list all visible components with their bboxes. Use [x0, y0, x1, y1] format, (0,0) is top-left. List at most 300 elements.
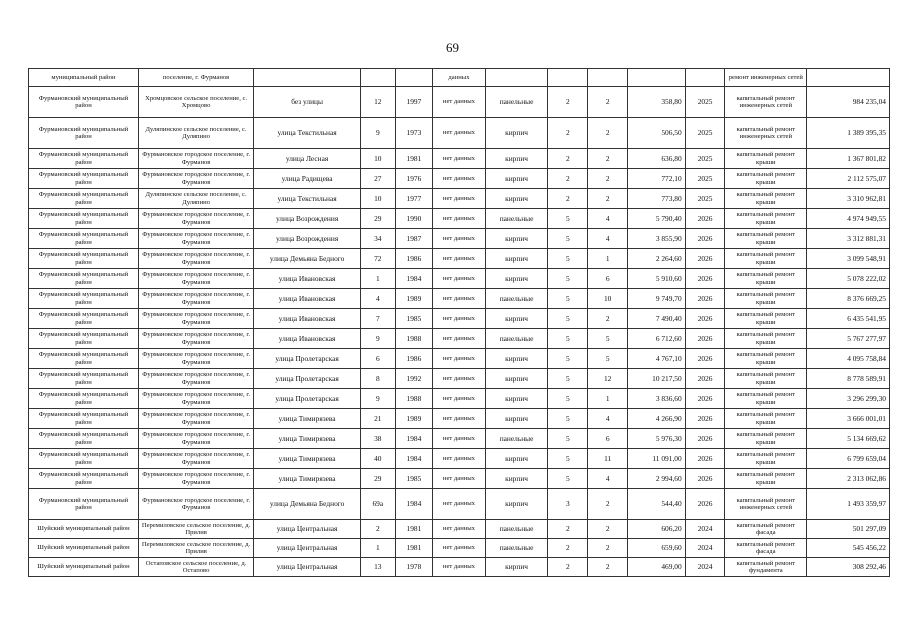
cost-cell: 3 099 548,91 [807, 249, 890, 269]
floors-cell: 5 [548, 449, 588, 469]
wall-material-cell: кирпич [485, 149, 548, 169]
wall-material-cell: кирпич [485, 389, 548, 409]
settlement-cell: Фурмановское городское поселение, г. Фурманов [138, 169, 253, 189]
condition-cell: нет данных [433, 409, 485, 429]
plan-year-cell: 2025 [685, 169, 725, 189]
cost-cell: 5 078 222,02 [807, 269, 890, 289]
street-cell: улица Ивановская [254, 289, 361, 309]
area-cell: 5 976,30 [628, 429, 686, 449]
year-cell: 1984 [395, 449, 433, 469]
condition-cell: нет данных [433, 209, 485, 229]
condition-cell: нет данных [433, 469, 485, 489]
cost-cell: 5 134 669,62 [807, 429, 890, 449]
street-cell: улица Пролетарская [254, 389, 361, 409]
settlement-cell: Хромцовское сельское поселение, с. Хромцово [138, 87, 253, 118]
condition-cell: нет данных [433, 249, 485, 269]
entrances-cell: 1 [588, 389, 628, 409]
street-cell: улица Пролетарская [254, 369, 361, 389]
area-cell: 544,40 [628, 489, 686, 520]
year-cell: 1986 [395, 249, 433, 269]
floors-cell: 5 [548, 429, 588, 449]
floors-cell: 5 [548, 309, 588, 329]
floors-cell: 5 [548, 209, 588, 229]
work-type-cell: капитальный ремонт инженерных сетей [725, 87, 807, 118]
table-row [29, 169, 890, 189]
wall-material-cell: кирпич [485, 558, 548, 577]
wall-material-cell: кирпич [485, 409, 548, 429]
district-cell: Фурмановский муниципальный район [29, 349, 139, 369]
cost-cell: 545 456,22 [807, 539, 890, 558]
year-cell: 1987 [395, 229, 433, 249]
floors-cell: 2 [548, 558, 588, 577]
house-number-cell [361, 69, 396, 87]
plan-year-cell: 2026 [685, 489, 725, 520]
street-cell [254, 69, 361, 87]
plan-year-cell: 2026 [685, 349, 725, 369]
area-cell: 4 767,10 [628, 349, 686, 369]
settlement-cell: Фурмановское городское поселение, г. Фурманов [138, 289, 253, 309]
plan-year-cell: 2024 [685, 539, 725, 558]
year-cell: 1990 [395, 209, 433, 229]
house-number-cell: 69а [361, 489, 396, 520]
floors-cell: 2 [548, 149, 588, 169]
area-cell: 5 790,40 [628, 209, 686, 229]
settlement-cell: Фурмановское городское поселение, г. Фурманов [138, 269, 253, 289]
table-row [29, 469, 890, 489]
work-type-cell: капитальный ремонт крыши [725, 409, 807, 429]
settlement-cell: Фурмановское городское поселение, г. Фурманов [138, 249, 253, 269]
work-type-cell: капитальный ремонт крыши [725, 309, 807, 329]
condition-cell: нет данных [433, 189, 485, 209]
settlement-cell: Фурмановское городское поселение, г. Фурманов [138, 469, 253, 489]
entrances-cell: 2 [588, 169, 628, 189]
district-cell: Фурмановский муниципальный район [29, 409, 139, 429]
work-type-cell: капитальный ремонт крыши [725, 389, 807, 409]
settlement-cell: Фурмановское городское поселение, г. Фурманов [138, 229, 253, 249]
district-cell: Фурмановский муниципальный район [29, 289, 139, 309]
entrances-cell: 2 [588, 149, 628, 169]
work-type-cell: капитальный ремонт крыши [725, 269, 807, 289]
area-cell: 5 910,60 [628, 269, 686, 289]
year-cell: 1981 [395, 539, 433, 558]
street-cell: улица Возрождения [254, 209, 361, 229]
area-cell: 636,80 [628, 149, 686, 169]
settlement-cell: Перемиловское сельское поселение, д. Прилив [138, 539, 253, 558]
table-row [29, 369, 890, 389]
floors-cell: 5 [548, 249, 588, 269]
cost-cell: 3 312 881,31 [807, 229, 890, 249]
work-type-cell: капитальный ремонт крыши [725, 209, 807, 229]
work-type-cell: капитальный ремонт крыши [725, 329, 807, 349]
street-cell: улица Тимирязева [254, 449, 361, 469]
area-cell: 4 266,90 [628, 409, 686, 429]
year-cell: 1989 [395, 289, 433, 309]
plan-year-cell: 2026 [685, 229, 725, 249]
floors-cell: 5 [548, 349, 588, 369]
house-number-cell: 21 [361, 409, 396, 429]
year-cell: 1984 [395, 269, 433, 289]
floors-cell [548, 69, 588, 87]
area-cell: 506,50 [628, 118, 686, 149]
house-number-cell: 7 [361, 309, 396, 329]
area-cell: 469,00 [628, 558, 686, 577]
district-cell: Фурмановский муниципальный район [29, 429, 139, 449]
table-row [29, 309, 890, 329]
table-row [29, 87, 890, 118]
floors-cell: 2 [548, 118, 588, 149]
work-type-cell: капитальный ремонт фасада [725, 539, 807, 558]
work-type-cell: капитальный ремонт крыши [725, 149, 807, 169]
area-cell: 2 994,60 [628, 469, 686, 489]
plan-year-cell: 2026 [685, 289, 725, 309]
table-row [29, 149, 890, 169]
floors-cell: 2 [548, 169, 588, 189]
street-cell: улица Тимирязева [254, 429, 361, 449]
wall-material-cell: панельные [485, 329, 548, 349]
entrances-cell: 6 [588, 429, 628, 449]
table-row [29, 209, 890, 229]
plan-year-cell: 2025 [685, 149, 725, 169]
street-cell: улица Центральная [254, 520, 361, 539]
floors-cell: 2 [548, 539, 588, 558]
street-cell: улица Ивановская [254, 269, 361, 289]
cost-cell: 8 778 589,91 [807, 369, 890, 389]
district-cell: Фурмановский муниципальный район [29, 329, 139, 349]
cost-cell: 308 292,46 [807, 558, 890, 577]
year-cell: 1985 [395, 309, 433, 329]
floors-cell: 5 [548, 329, 588, 349]
settlement-cell: Дуляпинское сельское поселение, с. Дуляпино [138, 189, 253, 209]
year-cell: 1976 [395, 169, 433, 189]
street-cell: без улицы [254, 87, 361, 118]
table-row [29, 69, 890, 87]
work-type-cell: капитальный ремонт крыши [725, 349, 807, 369]
area-cell: 11 091,00 [628, 449, 686, 469]
settlement-cell: Фурмановское городское поселение, г. Фурманов [138, 409, 253, 429]
entrances-cell: 2 [588, 539, 628, 558]
district-cell: Шуйский муниципальный район [29, 558, 139, 577]
work-type-cell: капитальный ремонт крыши [725, 289, 807, 309]
entrances-cell: 4 [588, 229, 628, 249]
district-cell: Фурмановский муниципальный район [29, 169, 139, 189]
year-cell: 1986 [395, 349, 433, 369]
house-number-cell: 29 [361, 469, 396, 489]
condition-cell: нет данных [433, 329, 485, 349]
area-cell: 772,10 [628, 169, 686, 189]
area-cell: 358,80 [628, 87, 686, 118]
house-number-cell: 10 [361, 149, 396, 169]
wall-material-cell: кирпич [485, 249, 548, 269]
plan-year-cell: 2026 [685, 409, 725, 429]
cost-cell: 5 767 277,97 [807, 329, 890, 349]
work-type-cell: капитальный ремонт инженерных сетей [725, 489, 807, 520]
floors-cell: 5 [548, 409, 588, 429]
area-cell: 3 836,60 [628, 389, 686, 409]
year-cell [395, 69, 433, 87]
district-cell: Фурмановский муниципальный район [29, 87, 139, 118]
area-cell: 659,60 [628, 539, 686, 558]
table-row [29, 289, 890, 309]
floors-cell: 5 [548, 369, 588, 389]
area-cell [628, 69, 686, 87]
house-number-cell: 2 [361, 520, 396, 539]
district-cell: Фурмановский муниципальный район [29, 369, 139, 389]
plan-year-cell: 2026 [685, 209, 725, 229]
wall-material-cell: кирпич [485, 349, 548, 369]
house-number-cell: 9 [361, 118, 396, 149]
entrances-cell: 10 [588, 289, 628, 309]
plan-year-cell: 2025 [685, 87, 725, 118]
cost-cell: 1 493 359,97 [807, 489, 890, 520]
settlement-cell: Фурмановское городское поселение, г. Фурманов [138, 449, 253, 469]
condition-cell: нет данных [433, 149, 485, 169]
settlement-cell: Перемиловское сельское поселение, д. Прилив [138, 520, 253, 539]
floors-cell: 5 [548, 389, 588, 409]
house-number-cell: 9 [361, 389, 396, 409]
area-cell: 773,80 [628, 189, 686, 209]
cost-cell: 501 297,09 [807, 520, 890, 539]
year-cell: 1981 [395, 520, 433, 539]
plan-year-cell [685, 69, 725, 87]
plan-year-cell: 2026 [685, 369, 725, 389]
wall-material-cell: кирпич [485, 269, 548, 289]
wall-material-cell: панельные [485, 520, 548, 539]
floors-cell: 5 [548, 229, 588, 249]
year-cell: 1984 [395, 429, 433, 449]
table-row [29, 118, 890, 149]
street-cell: улица Демьяна Бедного [254, 249, 361, 269]
work-type-cell: капитальный ремонт инженерных сетей [725, 118, 807, 149]
house-number-cell: 9 [361, 329, 396, 349]
condition-cell: данных [433, 69, 485, 87]
settlement-cell: Фурмановское городское поселение, г. Фурманов [138, 149, 253, 169]
district-cell: Фурмановский муниципальный район [29, 469, 139, 489]
cost-cell: 1 389 395,35 [807, 118, 890, 149]
table-row [29, 229, 890, 249]
plan-year-cell: 2026 [685, 469, 725, 489]
year-cell: 1981 [395, 149, 433, 169]
settlement-cell: поселение, г. Фурманов [138, 69, 253, 87]
house-number-cell: 29 [361, 209, 396, 229]
cost-cell: 1 367 801,82 [807, 149, 890, 169]
street-cell: улица Текстильная [254, 189, 361, 209]
house-number-cell: 40 [361, 449, 396, 469]
work-type-cell: капитальный ремонт фундамента [725, 558, 807, 577]
entrances-cell [588, 69, 628, 87]
cost-cell: 2 112 575,07 [807, 169, 890, 189]
table-row [29, 558, 890, 577]
street-cell: улица Радищева [254, 169, 361, 189]
work-type-cell: капитальный ремонт крыши [725, 189, 807, 209]
cost-cell: 4 974 949,55 [807, 209, 890, 229]
table-row [29, 449, 890, 469]
district-cell: Шуйский муниципальный район [29, 539, 139, 558]
house-number-cell: 27 [361, 169, 396, 189]
house-number-cell: 34 [361, 229, 396, 249]
condition-cell: нет данных [433, 118, 485, 149]
house-number-cell: 38 [361, 429, 396, 449]
work-type-cell: капитальный ремонт фасада [725, 520, 807, 539]
wall-material-cell: кирпич [485, 229, 548, 249]
entrances-cell: 12 [588, 369, 628, 389]
table-body [29, 69, 890, 577]
plan-year-cell: 2026 [685, 429, 725, 449]
district-cell: Фурмановский муниципальный район [29, 229, 139, 249]
work-type-cell: капитальный ремонт крыши [725, 229, 807, 249]
work-type-cell: капитальный ремонт крыши [725, 429, 807, 449]
district-cell: Шуйский муниципальный район [29, 520, 139, 539]
entrances-cell: 2 [588, 309, 628, 329]
work-type-cell: капитальный ремонт крыши [725, 369, 807, 389]
entrances-cell: 2 [588, 520, 628, 539]
year-cell: 1997 [395, 87, 433, 118]
street-cell: улица Тимирязева [254, 409, 361, 429]
floors-cell: 3 [548, 489, 588, 520]
street-cell: улица Центральная [254, 539, 361, 558]
work-type-cell: капитальный ремонт крыши [725, 249, 807, 269]
work-type-cell: ремонт инженерных сетей [725, 69, 807, 87]
wall-material-cell: кирпич [485, 469, 548, 489]
year-cell: 1977 [395, 189, 433, 209]
area-cell: 7 490,40 [628, 309, 686, 329]
year-cell: 1973 [395, 118, 433, 149]
floors-cell: 2 [548, 520, 588, 539]
condition-cell: нет данных [433, 309, 485, 329]
cost-cell: 4 095 758,84 [807, 349, 890, 369]
plan-year-cell: 2026 [685, 269, 725, 289]
cost-cell: 6 435 541,95 [807, 309, 890, 329]
condition-cell: нет данных [433, 169, 485, 189]
street-cell: улица Ивановская [254, 309, 361, 329]
condition-cell: нет данных [433, 389, 485, 409]
table-row [29, 269, 890, 289]
wall-material-cell: панельные [485, 209, 548, 229]
settlement-cell: Фурмановское городское поселение, г. Фурманов [138, 389, 253, 409]
house-number-cell: 13 [361, 558, 396, 577]
entrances-cell: 2 [588, 87, 628, 118]
year-cell: 1984 [395, 489, 433, 520]
housing-repair-table [28, 68, 890, 577]
cost-cell: 984 235,04 [807, 87, 890, 118]
area-cell: 6 712,60 [628, 329, 686, 349]
condition-cell: нет данных [433, 558, 485, 577]
house-number-cell: 10 [361, 189, 396, 209]
plan-year-cell: 2026 [685, 329, 725, 349]
plan-year-cell: 2024 [685, 520, 725, 539]
floors-cell: 5 [548, 469, 588, 489]
work-type-cell: капитальный ремонт крыши [725, 169, 807, 189]
condition-cell: нет данных [433, 429, 485, 449]
entrances-cell: 2 [588, 558, 628, 577]
house-number-cell: 1 [361, 539, 396, 558]
year-cell: 1989 [395, 409, 433, 429]
wall-material-cell: кирпич [485, 309, 548, 329]
area-cell: 3 855,90 [628, 229, 686, 249]
table-row [29, 329, 890, 349]
plan-year-cell: 2026 [685, 309, 725, 329]
condition-cell: нет данных [433, 87, 485, 118]
entrances-cell: 2 [588, 118, 628, 149]
cost-cell: 3 310 962,81 [807, 189, 890, 209]
entrances-cell: 5 [588, 349, 628, 369]
cost-cell: 8 376 669,25 [807, 289, 890, 309]
plan-year-cell: 2026 [685, 449, 725, 469]
year-cell: 1988 [395, 389, 433, 409]
house-number-cell: 4 [361, 289, 396, 309]
year-cell: 1988 [395, 329, 433, 349]
district-cell: Фурмановский муниципальный район [29, 449, 139, 469]
plan-year-cell: 2024 [685, 558, 725, 577]
district-cell: Фурмановский муниципальный район [29, 209, 139, 229]
house-number-cell: 8 [361, 369, 396, 389]
street-cell: улица Тимирязева [254, 469, 361, 489]
house-number-cell: 12 [361, 87, 396, 118]
area-cell: 10 217,50 [628, 369, 686, 389]
condition-cell: нет данных [433, 369, 485, 389]
work-type-cell: капитальный ремонт крыши [725, 449, 807, 469]
plan-year-cell: 2026 [685, 249, 725, 269]
wall-material-cell: кирпич [485, 369, 548, 389]
table-row [29, 389, 890, 409]
table-row [29, 539, 890, 558]
wall-material-cell: панельные [485, 289, 548, 309]
wall-material-cell: кирпич [485, 189, 548, 209]
wall-material-cell: панельные [485, 429, 548, 449]
table-row [29, 489, 890, 520]
settlement-cell: Остаповское сельское поселение, д. Остапово [138, 558, 253, 577]
street-cell: улица Текстильная [254, 118, 361, 149]
condition-cell: нет данных [433, 449, 485, 469]
settlement-cell: Фурмановское городское поселение, г. Фурманов [138, 369, 253, 389]
settlement-cell: Фурмановское городское поселение, г. Фурманов [138, 209, 253, 229]
house-number-cell: 72 [361, 249, 396, 269]
area-cell: 606,20 [628, 520, 686, 539]
entrances-cell: 2 [588, 189, 628, 209]
condition-cell: нет данных [433, 520, 485, 539]
table-row [29, 249, 890, 269]
wall-material-cell: панельные [485, 87, 548, 118]
year-cell: 1992 [395, 369, 433, 389]
plan-year-cell: 2025 [685, 118, 725, 149]
district-cell: Фурмановский муниципальный район [29, 269, 139, 289]
condition-cell: нет данных [433, 269, 485, 289]
district-cell: Фурмановский муниципальный район [29, 489, 139, 520]
street-cell: улица Возрождения [254, 229, 361, 249]
table-row [29, 349, 890, 369]
area-cell: 9 749,70 [628, 289, 686, 309]
settlement-cell: Фурмановское городское поселение, г. Фурманов [138, 309, 253, 329]
wall-material-cell: панельные [485, 539, 548, 558]
floors-cell: 2 [548, 87, 588, 118]
floors-cell: 5 [548, 289, 588, 309]
table-row [29, 189, 890, 209]
entrances-cell: 6 [588, 269, 628, 289]
cost-cell [807, 69, 890, 87]
condition-cell: нет данных [433, 289, 485, 309]
floors-cell: 2 [548, 189, 588, 209]
street-cell: улица Пролетарская [254, 349, 361, 369]
plan-year-cell: 2025 [685, 189, 725, 209]
entrances-cell: 4 [588, 409, 628, 429]
plan-year-cell: 2026 [685, 389, 725, 409]
table-row [29, 409, 890, 429]
condition-cell: нет данных [433, 229, 485, 249]
wall-material-cell: кирпич [485, 169, 548, 189]
entrances-cell: 2 [588, 489, 628, 520]
entrances-cell: 4 [588, 469, 628, 489]
street-cell: улица Лесная [254, 149, 361, 169]
floors-cell: 5 [548, 269, 588, 289]
